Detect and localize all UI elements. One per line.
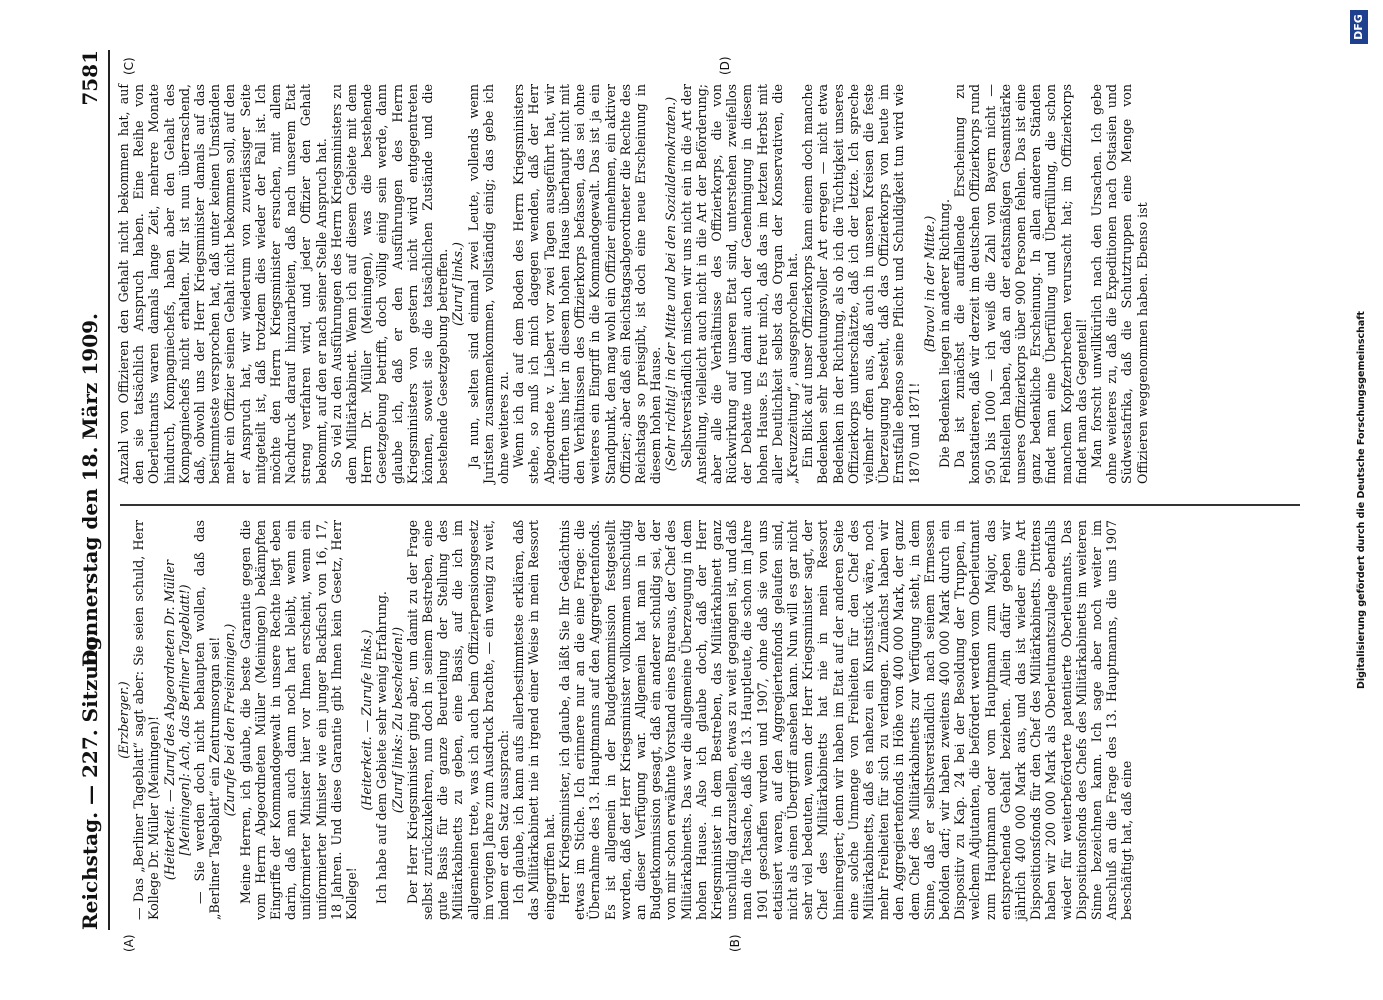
left-column-paragraph: — Das „Berliner Tageblatt“ sagt aber: Sie seien schuld, Herr Kollege Dr. Müller (Meiningen)! <box>131 520 162 920</box>
left-column-paragraph: Herr Kriegsminister, ich glaube, da läßt Sie Ihr Gedächtnis etwas im Stiche. Ich erinnere nur an die eine Frage: die Übernahme des 13. Hauptmanns auf den Aggregiertenfonds. Es ist allgemein in der Budgetkommission festgestellt worden, daß der Herr Kriegsminister vollkommen unschuldig an dieser Verfügung war. Allgemein hat man in der Budgetkommission gesagt, daß ein anderer schuldig sei, der von mir schon erwähnte Vorstand eines Bureaus, der Chef des Militärkabinetts. Das war die allgemeine Überzeugung in dem hohen Hause. Also ich glaube doch, daß der Herr Kriegsminister in dem Bestreben, das Militärkabinett ganz unschuldig darzustellen, etwas zu weit gegangen ist, und daß man die Tatsache, daß die 13. Hauptleute, die schon im Jahre 1901 geschaffen wurden und 1907, ohne daß sie von uns etatisiert waren, auf den Aggregiertenfonds gelaufen sind, nicht als einen Übergriff ansehen kann. Nun will es gar nicht sehr viel bedeuten, wenn der Herr Kriegsminister sagt, der Chef des Militärkabinetts hat nie in mein Ressort hineinregiert; denn wir haben im Etat auf der anderen Seite eine solche Unmenge von Freiheiten für den Chef des Militärkabinetts, daß es nahezu ein Kunststück wäre, noch mehr Freiheiten für sich zu verlangen. Zunächst haben wir den Aggregiertenfonds in Höhe von 400 000 Mark, der ganz dem Chef des Militärkabinetts zur Verfügung steht, in dem Sinne, daß er selbstverständlich nach seinem Ermessen befolden darf; wir haben zweitens 400 000 Mark durch ein Dispositiv zu Kap. 24 bei der Besoldung der Truppen, in welchem Adjutanten, die befördert werden vom Oberleutnant zum Hauptmann oder vom Hauptmann zum Major, das entsprechende Gehalt beziehen. Allein dafür geben wir jährlich 400 000 Mark aus, und das ist wieder eine Art Dispositionsfonds für den Chef des Militärkabinetts. Drittens haben wir 200 000 Mark als Oberleutnantszulage ebenfalls wieder für weiterbeförderte patentierte Oberleutnants. Das Dispositionsfonds des Chefs des Militärkabinetts im weiteren Sinne bezeichnen kann. Ich sage aber noch weiter im Anschluß an die Frage des 13. Hauptmanns, die uns 1907 beschäftigt hat, daß eine <box>556 520 1135 920</box>
left-column-paragraph: Ich habe auf dem Gebiete sehr wenig Erfahrung. <box>374 591 390 904</box>
right-column-paragraph: Man forscht unwillkürlich nach den Ursachen. Ich gebe ohne weiteres zu, daß die Expeditionen nach Ostasien und Südwestafrika, daß die Schutztruppen eine Menge von Offizieren weggenommen haben. Ebenso ist <box>1089 84 1150 484</box>
right-column-paragraph: Da ist zunächst die auffallende Erscheinung zu konstatieren, daß wir derzeit im deutschen Offizierkorps rund 950 bis 1000 — ich weiß die Zahl von Bayern nicht — Fehlstellen haben, daß an der etatsmäßigen Gesamtstärke unseres Offizierkorps über 900 Personen fehlen. Das ist eine ganz bedenkliche Erscheinung. In allen anderen Ständen findet man eine Überfüllung und Überfüllung, die schon manchem Kopfzerbrechen verursacht hat; im Offizierkorps findet man das Gegenteil! <box>952 84 1089 484</box>
margin-mark-d: (D) <box>718 56 732 75</box>
left-column-paragraph: (Heiterkeit. — Zurufe links.) <box>359 629 375 811</box>
margin-mark-c: (C) <box>122 57 136 75</box>
right-column-paragraph: (Zuruf links.) <box>450 242 466 326</box>
header-session: Reichstag. — 227. Sitzung. <box>78 629 102 930</box>
left-column-paragraph: Ich glaube, ich kann aufs allerbestimmteste erklären, daß das Militärkabinett nie in irgend einer Weise in mein Ressort eingegriffen hat. <box>511 520 557 920</box>
margin-mark-a: (A) <box>122 934 136 952</box>
right-column-paragraph: So viel zu den Ausführungen des Herrn Kriegsministers zu dem Militärkabinett. Wenn ich auf diesem Gebiete mit dem Herrn Dr. Müller (Meiningen), was die bestehende Gesetzgebung betrifft, doch völlig einig sein werde, dann glaube ich, daß er den Ausführungen des Herrn Kriegsministers von gestern nicht wird entgegentreten können, soweit sie die tatsächlichen Zustände und die bestehende Gesetzgebung betreffen. <box>328 84 451 484</box>
left-column-paragraph: — Sie werden doch nicht behaupten wollen, daß das „Berliner Tageblatt“ ein Zentrumsorgan sei! <box>192 520 223 920</box>
right-column-paragraph: (Bravo! in der Mitte.) <box>921 215 937 353</box>
right-column-paragraph: Die Bedenken liegen in anderer Richtung. <box>936 198 952 468</box>
left-text-column <box>116 520 1306 920</box>
dfg-logo: DFG <box>1350 10 1368 44</box>
left-column-paragraph: (Heiterkeit. — Zuruf des Abgeordneten Dr. Müller [Meiningen]: Ach, das Berliner Tageblatt!) <box>161 559 192 881</box>
right-column-paragraph: Ja nun, selten sind einmal zwei Leute, vollends wenn Juristen zusammenkommen, vollständig einig; das gebe ich ohne weiteres zu. <box>465 84 512 484</box>
header-date: Donnerstag den 18. März 1909. <box>78 313 102 667</box>
right-text-column <box>116 84 1150 484</box>
left-column-paragraph: (Erzberger.) <box>116 681 131 759</box>
left-column-paragraph: (Zurufe bei den Freisinnigen.) <box>222 623 238 817</box>
column-divider <box>120 504 1300 506</box>
digitization-credit: Digitalisierung gefördert durch die Deutsche Forschungsgemeinschaft <box>1356 311 1367 689</box>
right-column-paragraph: Selbstverständlich mischen wir uns nicht ein in die Art der Anstellung, vielleicht auch nicht in die Art der Beförderung; aber alle die Verhältnisse des Offizierkorps, die von Rückwirkung auf unseren Etat sind, unterstehen zweifellos der Debatte und damit auch der Genehmigung in diesem hohen Hause. Es freut mich, daß das im letzten Herbst mit aller Deutlichkeit selbst das Organ der Konservativen, die „Kreuzzeitung“, ausgesprochen hat. <box>678 84 800 484</box>
right-column-paragraph: (Sehr richtig! in der Mitte und bei den Sozialdemokraten.) <box>663 96 679 472</box>
right-column-paragraph: Anzahl von Offizieren den Gehalt nicht bekommen hat, auf den sie tatsächlich Anspruch haben. Eine Reihe von Oberleutnants waren damals lange Zeit, mehrere Monate hindurch, Kompagniechefs, haben aber den Gehalt des Kompagniechefs nicht erhalten. Mir ist nun überraschend, daß, obwohl uns der Herr Kriegsminister damals auf das bestimmteste versprochen hat, daß unter keinen Umständen mehr ein Offizier seinen Gehalt nicht bekommen soll, auf den er Anspruch hat, wir wiederum von zuverlässiger Seite mitgeteilt ist, daß trotzdem dies wieder der Fall ist. Ich möchte den Herrn Kriegsminister ersuchen, mit allem Nachdruck darauf hinzuarbeiten, daß nach unserem Etat streng verfahren wird, und jeder Offizier den Gehalt bekommt, auf den er nach seiner Stelle Anspruch hat. <box>116 84 329 484</box>
page-header <box>78 50 110 930</box>
right-column-paragraph: Wenn ich da auf dem Boden des Herrn Kriegsministers stehe, so muß ich mich dagegen wenden, daß der Herr Abgeordnete v. Liebert vor zwei Tagen ausgeführt hat, wir dürften uns hier in diesem hohen Hause überhaupt nicht mit den Verhältnissen des Offizierkorps befassen, das sei ohne weiteres ein Eingriff in die Kommandogewalt. Das ist ja ein Standpunkt, den mag wohl ein Offizier einnehmen, ein aktiver Offizier; aber daß ein Reichstagsabgeordneter die Rechte des Reichstags so preisgibt, ist doch eine neue Erscheinung in diesem hohen Hause. <box>511 84 664 484</box>
left-column-paragraph: Meine Herren, ich glaube, die beste Garantie gegen die vom Herrn Abgeordneten Müller (Meiningen) bekämpften Eingriffe der Kommandogewalt in unsere Rechte liegt eben darin, daß man auch dann noch hart bleibt, wenn ein uniformierter Minister hier vor Ihnen erscheint, wenn ein uniformierter Minister wie ein junger Backfisch von 16, 17, 18 Jahren. Und diese Garantie gibt Ihnen kein Gesetz, Herr Kollege! <box>237 520 360 920</box>
left-column-paragraph: Der Herr Kriegsminister ging aber, um damit zu der Frage selbst zurückzukehren, nun doch in seinem Bestreben, eine gute Basis für die ganze Beurteilung der Stellung des Militärkabinetts zu geben, eine Basis, auf die ich im allgemeinen trete, was ich auch beim Offizierpensionsgesetz im vorigen Jahre zum Ausdruck brachte, — ein wenig zu weit, indem er den Satz aussprach: <box>404 520 512 920</box>
right-column-paragraph: Ein Blick auf unser Offizierkorps kann einem doch manche Bedenken sehr bedeutungsvoller Art erregen — nicht etwa Bedenken in der Richtung, als ob ich die Tüchtigkeit unseres Offizierkorps unterschätzte, daß ich der letzte. Ich spreche vielmehr offen aus, daß auch in unseren Kreisen die feste Überzeugung besteht, daß das Offizierkorps von heute im Ernstfalle ebenso seine Pflicht und Schuldigkeit tun wird wie 1870 und 1871! <box>800 84 922 484</box>
left-column-paragraph: (Zuruf links: Zu bescheiden!) <box>389 626 405 814</box>
page-number: 7581 <box>78 50 102 106</box>
margin-mark-b: (B) <box>728 934 742 952</box>
